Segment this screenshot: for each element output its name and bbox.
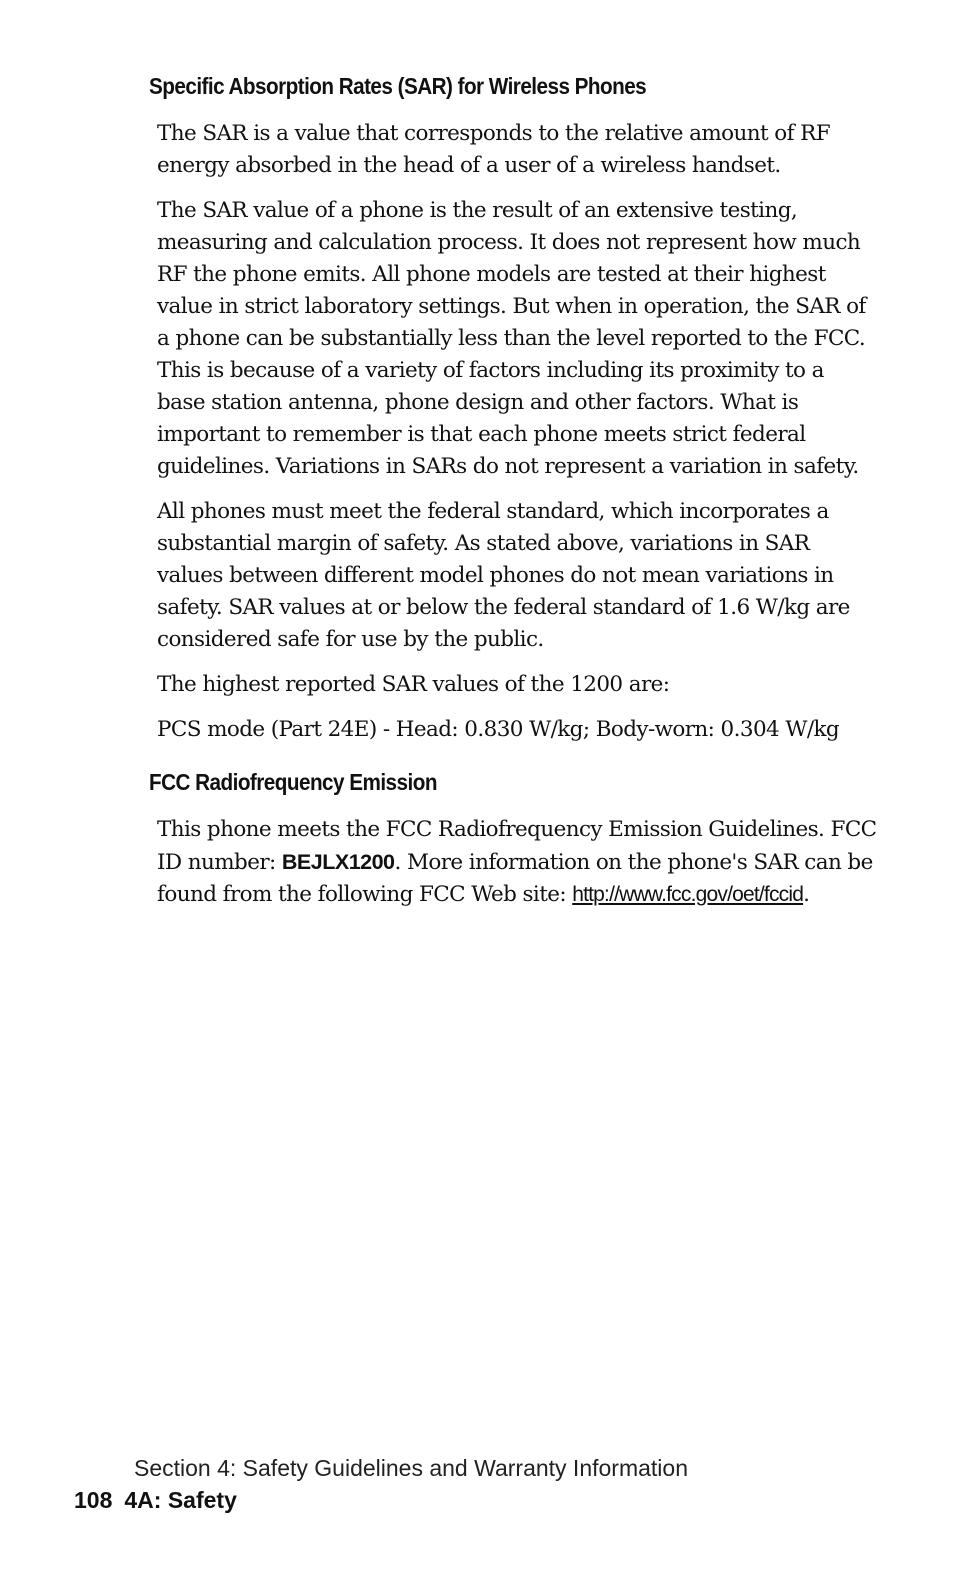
sar-paragraph-1: The SAR is a value that corresponds to the relative amount of RF energy absorbed in the head of a user of a wireless handset. [157,121,831,178]
sar-values: PCS mode (Part 24E) - Head: 0.830 W/kg; Body-worn: 0.304 W/kg [157,717,840,742]
fcc-link[interactable]: http://www.fcc.gov/oet/fccid [572,883,804,906]
sar-paragraph-3: All phones must meet the federal standard, which incorporates a substantial margin of safety. As stated above, variations in SAR values between different model phones do not mean variations in safety. SAR values at or below the federal standard of 1.6 W/kg are considered safe for use by the public. [157,499,850,652]
footer-section-title: Section 4: Safety Guidelines and Warranty Information [134,1455,688,1481]
chapter-label: 4A: Safety [124,1487,237,1513]
footer-page-line [74,1487,249,1514]
sar-paragraph-4: The highest reported SAR values of the 1200 are: [157,672,670,697]
fcc-heading: FCC Radiofrequency Emission [149,769,437,795]
fcc-paragraph [157,814,877,911]
page-content [149,70,879,924]
sar-heading: Specific Absorption Rates (SAR) for Wireless Phones [149,73,647,99]
page-number: 108 [74,1487,113,1513]
fcc-id: BEJLX1200 [281,850,395,874]
fcc-end-punct: . [803,882,810,907]
sar-paragraph-2: The SAR value of a phone is the result of an extensive testing, measuring and calculation process. It does not represent how much RF the phone emits. All phone models are tested at their highest value in strict laboratory settings. But when in operation, the SAR of a phone can be substantially less than the level reported to the FCC. This is because of a variety of factors including its proximity to a base station antenna, phone design and other factors. What is important to remember is that each phone meets strict federal guidelines. Variations in SARs do not represent a variation in safety. [157,198,866,479]
fcc-text-after-id: . More information on the phone's SAR can be found from the following FCC Web site: [157,850,873,907]
fcc-text-before-id: This phone meets the FCC Radiofrequency Emission Guidelines. FCC ID number: [157,817,877,875]
